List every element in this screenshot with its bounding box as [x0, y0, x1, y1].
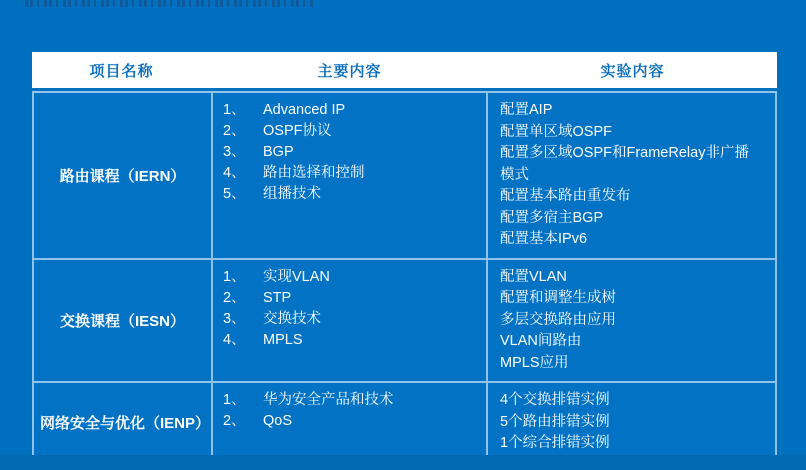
list-item-text: BGP	[263, 144, 294, 160]
lab-content-lines	[486, 260, 775, 382]
table-body	[32, 91, 777, 464]
lab-line: 配置单区域OSPF	[500, 123, 612, 140]
list-item-text: MPLS	[263, 331, 303, 348]
project-name-cell: 网络安全与优化（IENP）	[34, 383, 211, 462]
list-item-number: 3、	[223, 144, 246, 160]
lab-line: 配置VLAN	[500, 268, 567, 285]
list-item-number: 3、	[223, 310, 246, 327]
project-name-cell: 路由课程（IERN）	[34, 93, 211, 258]
main-content-list	[211, 260, 486, 382]
lab-line: MPLS应用	[500, 354, 569, 371]
lab-line: 配置多宿主BGP	[500, 209, 604, 226]
list-item-number: 4、	[223, 165, 246, 181]
list-item-text: STP	[263, 289, 292, 306]
lab-line: 4个交换排错实例	[500, 392, 610, 408]
list-item-number: 2、	[223, 413, 246, 429]
lab-line: VLAN间路由	[500, 333, 582, 349]
lab-line: 5个路由排错实例	[500, 413, 610, 430]
list-item	[223, 267, 480, 288]
list-item-number: 2、	[223, 123, 246, 139]
list-item	[223, 288, 480, 309]
list-item-text: Advanced IP	[263, 102, 346, 118]
list-item	[223, 411, 480, 432]
list-item-text: 交换技术	[263, 310, 321, 327]
course-table	[32, 52, 777, 464]
list-item-text: 组播技术	[263, 186, 321, 202]
lab-line: 多层交换路由应用	[500, 311, 616, 328]
table-row	[34, 381, 775, 462]
lab-content-lines	[486, 383, 775, 462]
bottom-strip	[0, 455, 806, 470]
list-item	[223, 163, 480, 184]
list-item	[223, 390, 480, 411]
lab-line: 配置多区域OSPF和FrameRelay非广播模式	[500, 145, 749, 183]
table-header-row	[32, 52, 777, 88]
header-lab-content: 实验内容	[600, 62, 665, 80]
list-item-text: QoS	[263, 413, 293, 429]
header-main-content: 主要内容	[317, 62, 382, 80]
list-item	[223, 330, 480, 351]
lab-content-lines	[486, 93, 775, 258]
table-row	[34, 258, 775, 382]
list-item-number: 4、	[223, 331, 246, 348]
list-item	[223, 100, 480, 121]
lab-line: 1个综合排错实例	[500, 435, 610, 451]
list-item-number: 5、	[223, 186, 246, 202]
lab-line: 配置和调整生成树	[500, 290, 616, 306]
list-item	[223, 142, 480, 163]
table-row	[34, 93, 775, 258]
list-item-text: OSPF协议	[263, 123, 332, 139]
main-content-list	[211, 383, 486, 462]
lab-line: 配置AIP	[500, 102, 553, 118]
list-item-number: 1、	[223, 102, 246, 118]
project-name-cell: 交换课程（IESN）	[34, 260, 211, 382]
main-content-list	[211, 93, 486, 258]
list-item	[223, 309, 480, 330]
list-item-text: 华为安全产品和技术	[263, 392, 394, 408]
list-item-text: 实现VLAN	[263, 268, 330, 285]
list-item-number: 1、	[223, 268, 246, 285]
lab-line: 配置基本IPv6	[500, 231, 588, 247]
list-item-text: 路由选择和控制	[263, 165, 365, 181]
list-item	[223, 184, 480, 205]
list-item-number: 1、	[223, 392, 246, 408]
list-item	[223, 121, 480, 142]
list-item-number: 2、	[223, 289, 246, 306]
header-project-name: 项目名称	[89, 62, 154, 80]
lab-line: 配置基本路由重发布	[500, 188, 631, 204]
cropped-watermark-text	[25, 0, 315, 7]
